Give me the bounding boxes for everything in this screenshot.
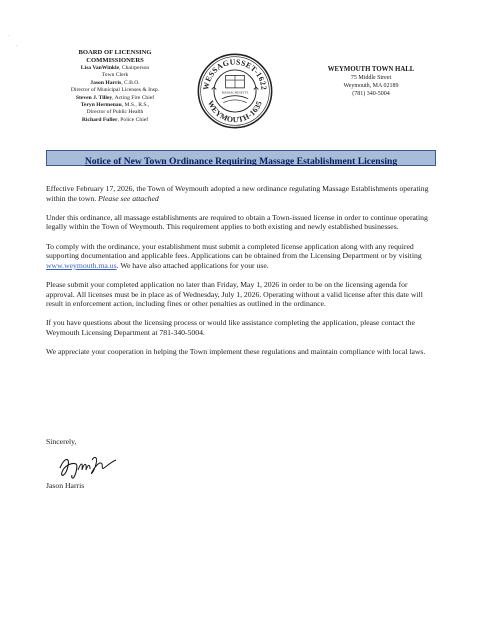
town-hall-street: 75 Middle Street — [350, 75, 392, 81]
svg-text:MASSACHUSETTS: MASSACHUSETTS — [221, 90, 249, 95]
member-line: Lisa VanWinkle, Chairperson — [80, 65, 150, 71]
closing-salutation: Sincerely, — [46, 437, 77, 446]
scan-speck-mark: · — [16, 44, 18, 49]
paragraph-deadline: Please submit your completed application no later than Friday, May 1, 2026 in order to be on the licensing agenda for approval. All licenses must be in place as of Wednesday, July 1, 2026. Operating without a valid license after this date will result in enforcement action, including fines or other penalties as outlined in the ordinance. — [46, 279, 423, 309]
paragraph-effective-date: Effective February 17, 2026, the Town of Weymouth adopted a new ordinance regulating Massage Establishments operating within the town. Please see attached — [46, 184, 429, 203]
svg-text:WESSAGUSSET-1622: WESSAGUSSET-1622 — [201, 57, 269, 91]
signer-name: Jason Harris — [46, 481, 85, 490]
member-line: Director of Municipal Licenses & Insp. — [70, 87, 160, 94]
website-link[interactable]: www.weymouth.ma.us — [46, 260, 117, 270]
scan-speck-mark: · — [8, 34, 10, 39]
paragraph-contact: If you have questions about the licensing process or would like assistance completing the application, please contact the Weymouth Licensing Department at 781-340-5004. — [46, 318, 415, 337]
paragraph-appreciation: We appreciate your cooperation in helping the Town implement these regulations and maintain compliance with local laws. — [46, 347, 426, 357]
paragraph-compliance: To comply with the ordinance, your establishment must submit a completed license application along with any required supporting documentation and applicable fees. Applications can be obtained from the Licensing Department or by visiting www.weymouth.ma.us. We have also attached applications for your use. — [46, 241, 422, 270]
letter-body — [46, 184, 438, 366]
member-line: Director of Public Health — [86, 109, 144, 116]
board-title-line-1: BOARD OF LICENSING — [78, 49, 152, 56]
paragraph-requirement: Under this ordinance, all massage establishments are required to obtain a Town-issued license in order to continue operating legally within the Town of Weymouth. This requirement applies to both existing and newly established businesses. — [46, 212, 428, 232]
town-hall-city: Weymouth, MA 02189 — [343, 83, 399, 89]
board-title-line-2: COMMISSIONERS — [86, 57, 144, 64]
member-line: Town Clerk — [101, 72, 129, 79]
member-line: Steven J. Tilley, Acting Fire Chief — [75, 94, 155, 101]
signature-icon — [56, 450, 118, 482]
notice-banner — [46, 150, 436, 166]
notice-title: Notice of New Town Ordinance Requiring Massage Establishment Licensing — [84, 156, 398, 167]
svg-text:WEYMOUTH-1635: WEYMOUTH-1635 — [205, 99, 264, 125]
member-line: Teryn Hermenau, M.S., R.S., — [80, 102, 150, 109]
member-line: Richard Fuller, Police Chief — [81, 116, 149, 123]
town-hall-phone: (781) 340-5004 — [352, 91, 390, 97]
town-hall-address-block — [306, 66, 436, 98]
board-of-licensing-block — [36, 49, 194, 124]
town-hall-title: WEYMOUTH TOWN HALL — [327, 66, 415, 73]
see-attached-note: Please see attached — [98, 193, 159, 203]
member-line: Jason Harris, C.B.O. — [90, 79, 140, 86]
town-seal-icon — [196, 52, 274, 130]
